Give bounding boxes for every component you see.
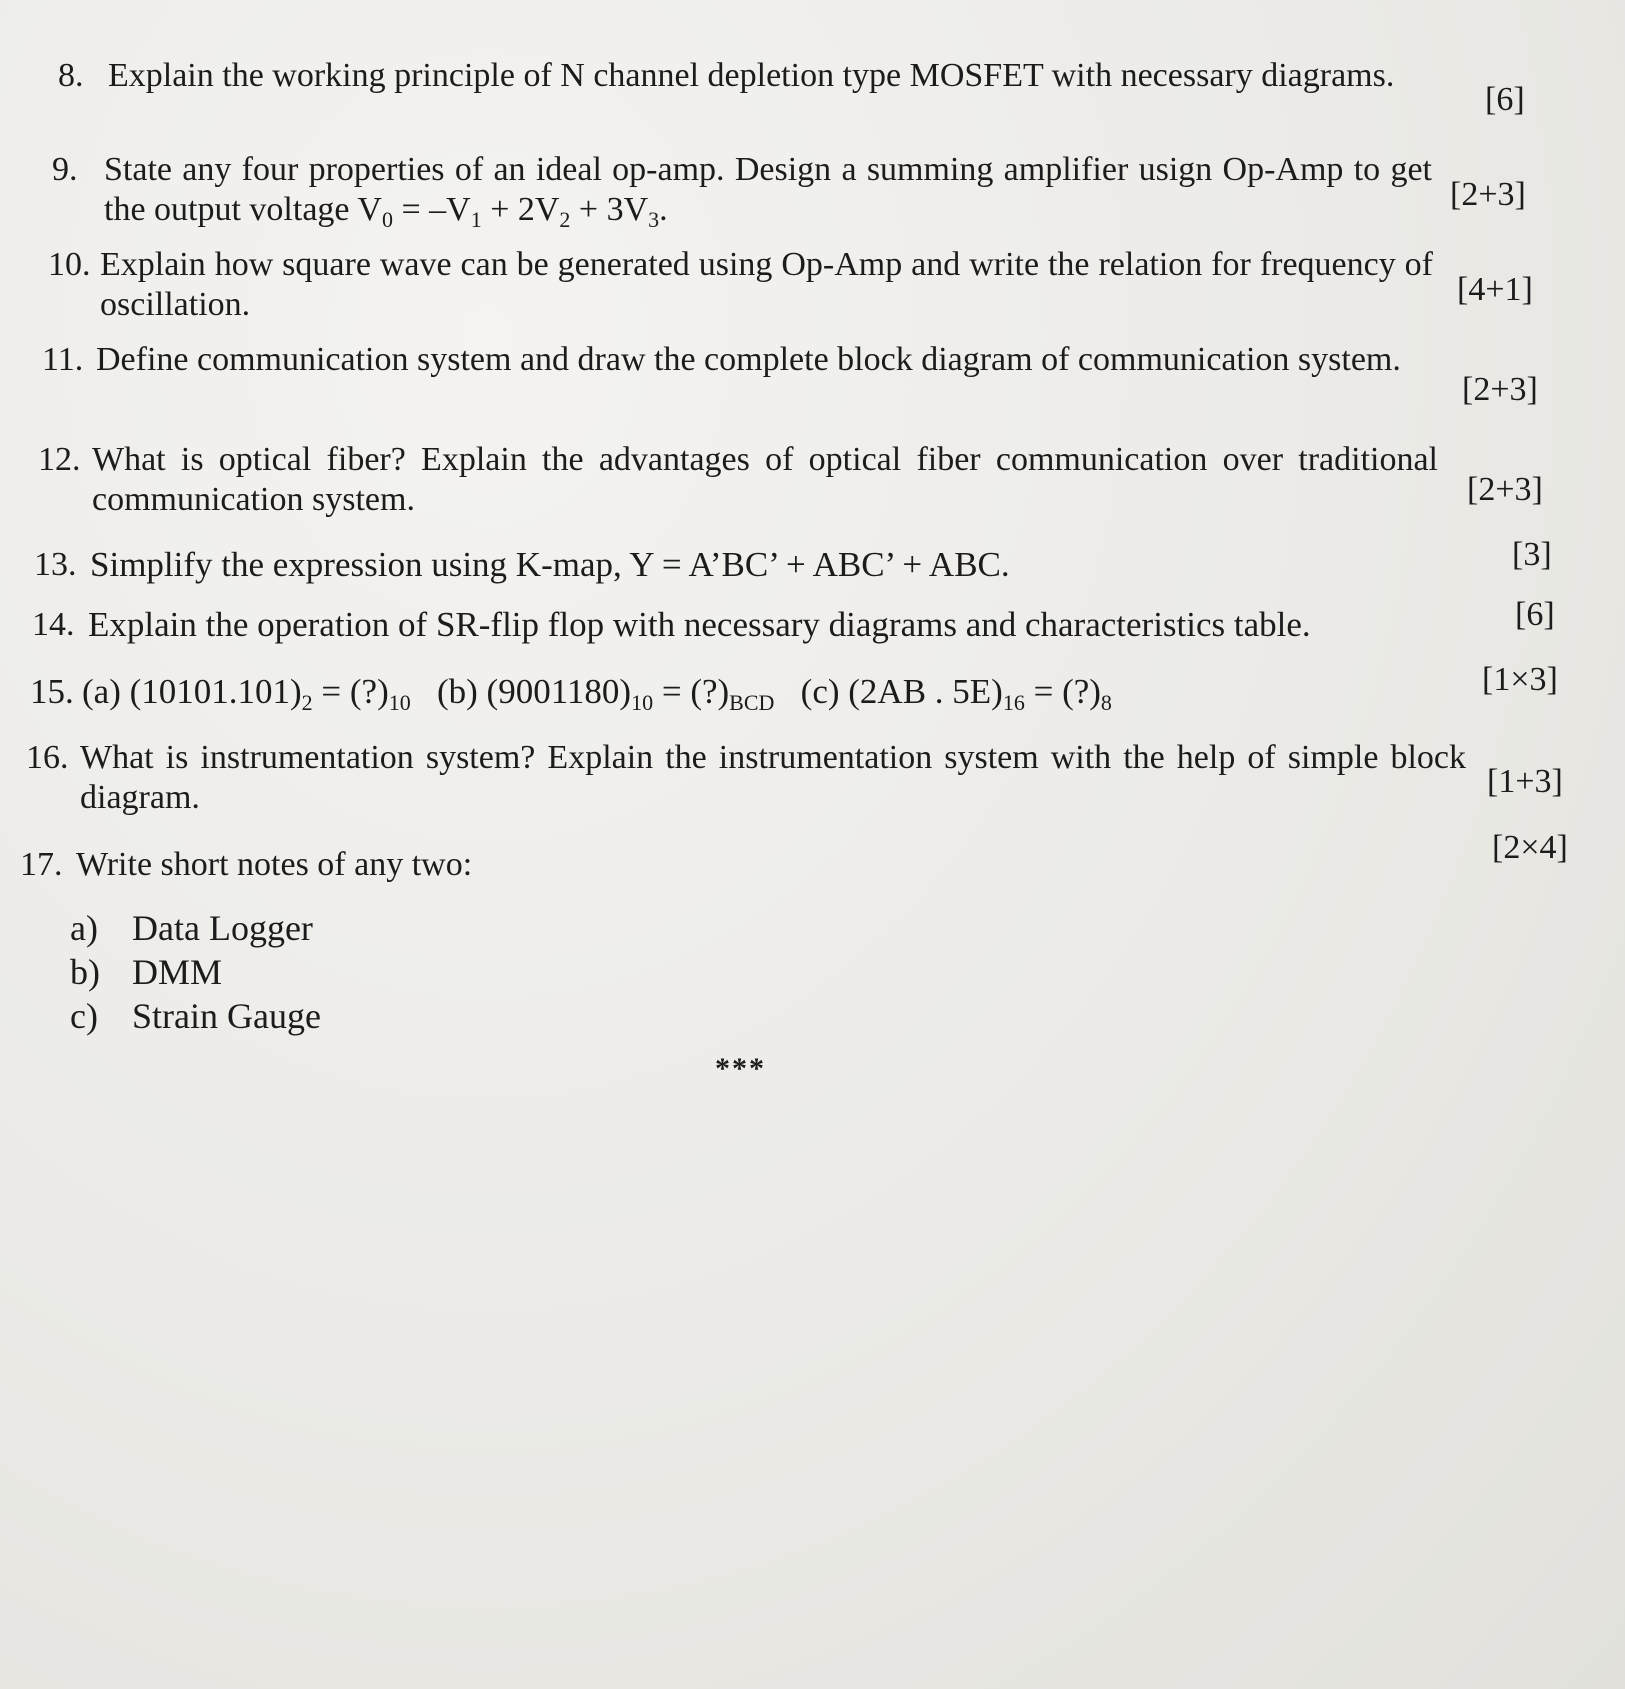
- question-text: What is optical fiber? Explain the advantages of optical fiber communication over traditional communication system.: [92, 441, 1438, 518]
- question-marks: [4+1]: [1457, 271, 1533, 308]
- text-part: (c) (2AB . 5E): [800, 672, 1003, 711]
- question-marks: [2×4]: [1492, 829, 1568, 866]
- text-part: State any four properties of an ideal op-amp. Design a summing amplifier usign Op-Amp to get the output voltage V: [104, 151, 1432, 228]
- question-text: Explain the operation of SR-flip flop with necessary diagrams and characteristics table.: [88, 605, 1311, 644]
- end-of-paper-mark: ***: [715, 1052, 766, 1085]
- question-text: What is instrumentation system? Explain the instrumentation system with the help of simple block diagram.: [80, 739, 1466, 816]
- question-marks: [6]: [1515, 596, 1555, 633]
- item-label: c): [70, 996, 98, 1036]
- question-marks: [2+3]: [1450, 176, 1526, 213]
- question-number: 9.: [52, 151, 78, 188]
- list-item: [70, 950, 670, 994]
- subscript: 10: [631, 690, 654, 715]
- question-number: 8.: [58, 57, 84, 94]
- item-text: Data Logger: [132, 908, 313, 948]
- text-part: = (?): [653, 672, 730, 711]
- question-marks: [1+3]: [1487, 763, 1563, 800]
- short-notes-list: [70, 906, 670, 1038]
- subscript: 2: [559, 207, 571, 232]
- question-text: Explain the working principle of N channel depletion type MOSFET with necessary diagrams.: [108, 57, 1395, 94]
- question-text: Simplify the expression using K-map, Y = A’BC’ + ABC’ + ABC.: [90, 545, 1010, 584]
- item-label: a): [70, 908, 98, 948]
- question-text: Explain how square wave can be generated using Op-Amp and write the relation for frequency of oscillation.: [100, 246, 1433, 323]
- subscript: 0: [381, 207, 393, 232]
- question-marks: [3]: [1512, 536, 1552, 573]
- question-text: [104, 150, 1432, 230]
- text-part: (b) (9001180): [437, 672, 632, 711]
- item-label: b): [70, 952, 100, 992]
- question-number: 15.: [30, 672, 74, 711]
- question-marks: [1×3]: [1482, 661, 1558, 698]
- question-number: 13.: [34, 546, 77, 583]
- question-number: 14.: [32, 606, 75, 643]
- question-number: 17.: [20, 846, 63, 883]
- question-number: 11.: [42, 341, 84, 378]
- question-marks: [2+3]: [1462, 371, 1538, 408]
- subscript: BCD: [729, 690, 775, 715]
- conversion-a: [82, 672, 411, 715]
- subscript: 10: [388, 690, 411, 715]
- item-text: DMM: [132, 952, 223, 992]
- text-part: = (?): [1024, 672, 1101, 711]
- text-part: = –V: [392, 191, 471, 228]
- subscript: 2: [301, 690, 313, 715]
- list-item: [70, 906, 670, 950]
- text-part: + 2V: [481, 191, 560, 228]
- text-part: (a) (10101.101): [82, 672, 302, 711]
- subscript: 1: [470, 207, 482, 232]
- conversion-c: [800, 672, 1112, 715]
- question-text: Define communication system and draw the complete block diagram of communication system.: [96, 341, 1401, 378]
- question-marks: [6]: [1485, 81, 1525, 118]
- subscript: 3: [648, 207, 660, 232]
- question-text: Write short notes of any two:: [76, 846, 473, 883]
- item-text: Strain Gauge: [132, 996, 321, 1036]
- question-number: 12.: [38, 441, 81, 478]
- subscript: 16: [1002, 690, 1025, 715]
- text-part: .: [659, 191, 668, 228]
- question-text: [82, 672, 1382, 715]
- text-part: + 3V: [570, 191, 649, 228]
- question-number: 16.: [26, 739, 69, 776]
- question-number: 10.: [48, 246, 91, 283]
- conversion-b: [437, 672, 775, 715]
- list-item: [70, 994, 670, 1038]
- question-marks: [2+3]: [1467, 471, 1543, 508]
- subscript: 8: [1100, 690, 1112, 715]
- text-part: = (?): [312, 672, 389, 711]
